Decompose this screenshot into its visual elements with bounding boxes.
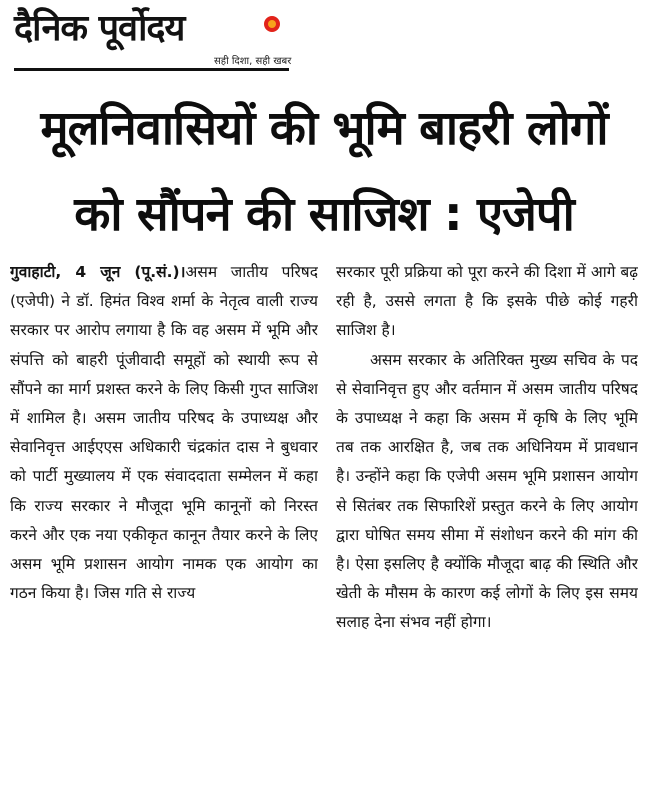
masthead: [14, 6, 314, 76]
article-paragraph: सरकार पूरी प्रक्रिया को पूरा करने की दिशा में आगे बढ़ रही है, उससे लगता है कि इसके पीछे कोई गहरी साजिश है।: [336, 263, 638, 340]
paragraph-text: असम जातीय परिषद (एजेपी) ने डॉ. हिमंत विश्व शर्मा के नेतृत्व वाली राज्य सरकार पर आरोप लगाया है कि वह असम में भूमि और संपत्ति को बाहरी पूंजीवादी समूहों को स्थायी रूप से सौंपने का मार्ग प्रशस्त करने के लिए किसी गुप्त साजिश में शामिल है। असम जातीय परिषद के उपाध्यक्ष और सेवानिवृत्त आईएएस अधिकारी चंद्रकांत दास ने बुधवार को पार्टी मुख्यालय में एक संवाददाता सम्मेलन में कहा कि राज्य सरकार ने मौजूदा भूमि कानूनों को निरस्त करने और एक नया एकीकृत कानून तैयार करने के लिए असम भूमि प्रशासन आयोग नामक एक आयोग का गठन किया है। जिस गति से राज्य: [10, 263, 318, 603]
masthead-rule: [14, 68, 289, 71]
article-column-left: [10, 258, 318, 803]
article-column-right: [336, 258, 638, 803]
article-paragraph: [10, 258, 318, 608]
article-paragraph: असम सरकार के अतिरिक्त मुख्य सचिव के पद से सेवानिवृत्त हुए और वर्तमान में असम जातीय परिषद के उपाध्यक्ष ने कहा कि असम में कृषि के लिए भूमि तब तक आरक्षित है, जब तक अधिनियम में प्रावधान है। उन्होंने कहा कि एजेपी असम भूमि प्रशासन आयोग से सितंबर तक सिफारिशें प्रस्तुत करने के लिए आयोग द्वारा घोषित समय सीमा में संशोधन करने की मांग की है। ऐसा इसलिए है क्योंकि मौजूदा बाढ़ की स्थिति और खेती के मौसम के कारण कई लोगों के लिए इस समय सलाह देना संभव नहीं होगा।: [336, 350, 638, 632]
newspaper-logo: दैनिक पूर्वोदय: [14, 8, 185, 49]
logo-sun-icon: [264, 16, 280, 32]
headline-line-2: को सौंपने की साजिश : एजेपी: [74, 187, 574, 242]
masthead-tagline: सही दिशा, सही खबर: [214, 56, 292, 67]
headline-line-1: मूलनिवासियों की भूमि बाहरी लोगों: [40, 101, 608, 156]
article-headline: [10, 86, 638, 258]
dateline: गुवाहाटी, 4 जून (पू.सं.)।: [10, 263, 186, 281]
